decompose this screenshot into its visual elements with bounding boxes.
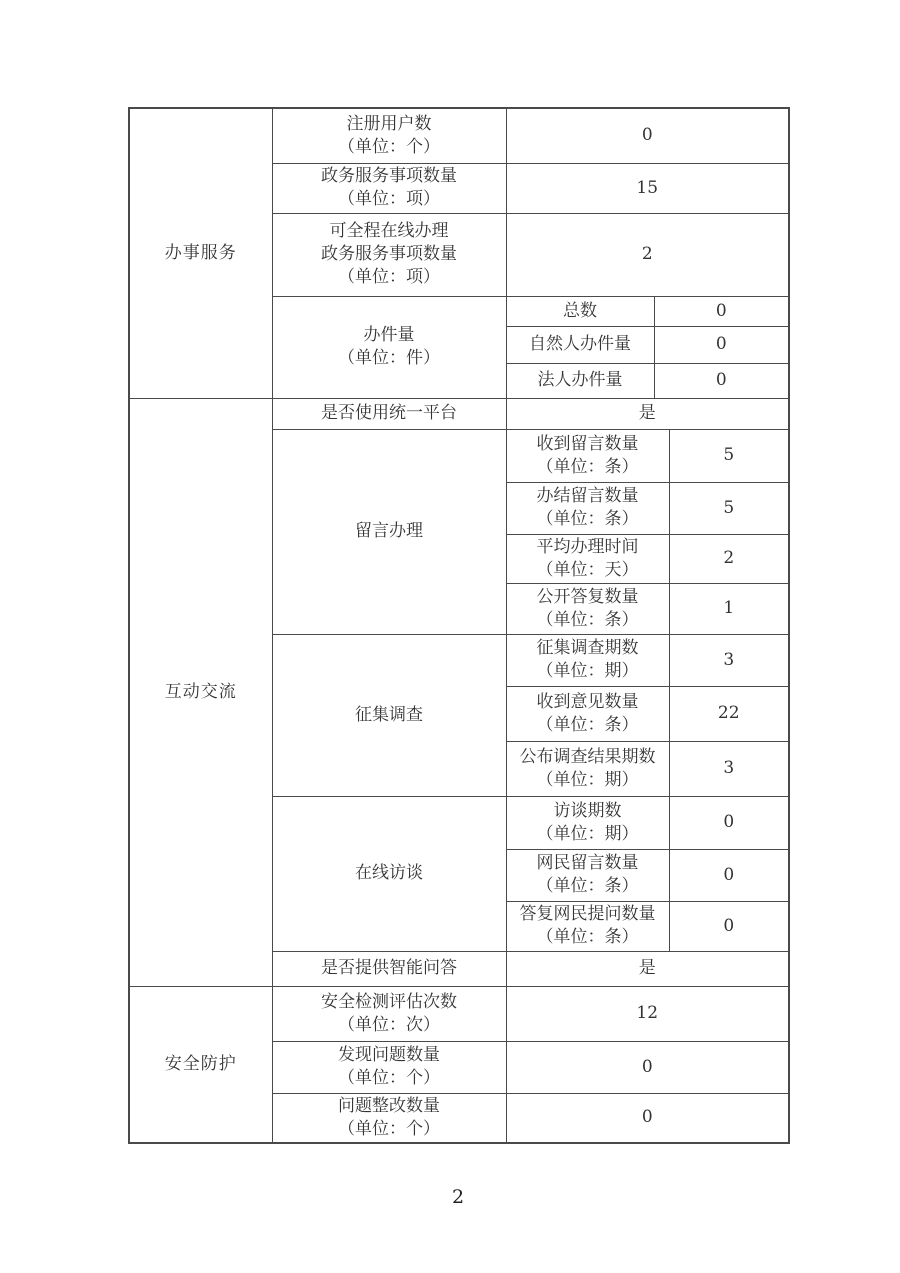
sub-metric-label-cell — [506, 583, 669, 634]
metric-label: 可全程在线办理 — [329, 221, 449, 241]
metric-value: 0 — [506, 1093, 789, 1143]
section-label-service: 办事服务 — [129, 108, 272, 398]
metric-label: 政务服务事项数量 — [321, 166, 457, 186]
group-label: 在线访谈 — [272, 796, 506, 951]
metric-unit: （单位：项） — [338, 189, 440, 209]
sub-metric-unit: （单位：期） — [536, 661, 639, 681]
metric-label: 注册用户数 — [346, 113, 432, 134]
metric-value: 0 — [506, 108, 789, 163]
sub-metric-label-cell — [506, 634, 669, 686]
sub-metric-value: 1 — [669, 583, 789, 634]
metric-label: 安全检测评估次数 — [321, 991, 457, 1012]
sub-metric-value: 2 — [669, 534, 789, 583]
sub-metric-label-cell — [506, 429, 669, 482]
page-number: 2 — [451, 1186, 465, 1208]
metric-value: 2 — [506, 213, 789, 296]
sub-metric-label-cell — [506, 482, 669, 534]
sub-metric-label-cell — [506, 686, 669, 741]
metric-label-cell — [272, 163, 506, 213]
metric-label: 问题整改数量 — [338, 1095, 440, 1116]
sub-metric-unit: （单位：条） — [536, 927, 639, 947]
sub-metric-label-cell — [506, 849, 669, 901]
group-label: 征集调查 — [272, 634, 506, 796]
sub-metric-label: 公布调查结果期数 — [519, 746, 656, 767]
sub-metric-value: 0 — [669, 796, 789, 849]
sub-metric-value: 0 — [654, 363, 789, 398]
metric-label: 是否提供智能问答 — [272, 951, 506, 986]
sub-metric-value: 0 — [654, 296, 789, 326]
section-label-security: 安全防护 — [129, 986, 272, 1143]
sub-metric-label: 公开答复数量 — [536, 586, 639, 607]
sub-metric-label-cell — [506, 796, 669, 849]
group-label: 留言办理 — [272, 429, 506, 634]
sub-metric-label: 征集调查期数 — [536, 638, 639, 658]
sub-metric-value: 3 — [669, 741, 789, 796]
sub-metric-unit: （单位：条） — [536, 456, 639, 477]
metric-label-cell — [272, 1093, 506, 1143]
metric-value: 15 — [506, 163, 789, 213]
sub-metric-label: 总数 — [506, 296, 654, 326]
sub-metric-label-cell — [506, 901, 669, 951]
sub-metric-label: 平均办理时间 — [536, 536, 639, 557]
sub-metric-label: 访谈期数 — [553, 800, 622, 821]
sub-metric-label: 自然人办件量 — [506, 326, 654, 363]
metric-value: 12 — [506, 986, 789, 1041]
metric-label-cell — [272, 986, 506, 1041]
metric-unit: （单位：项） — [338, 267, 440, 287]
sub-metric-label: 答复网民提问数量 — [519, 904, 656, 924]
sub-metric-value: 3 — [669, 634, 789, 686]
metric-value: 是 — [506, 398, 789, 429]
metric-label: 是否使用统一平台 — [272, 398, 506, 429]
metric-label: 政务服务事项数量 — [321, 244, 457, 264]
section-label-interaction: 互动交流 — [129, 398, 272, 986]
group-unit: （单位：件） — [338, 348, 440, 368]
metric-unit: （单位：个） — [338, 1068, 440, 1088]
group-label-cell — [272, 296, 506, 398]
sub-metric-unit: （单位：条） — [536, 714, 639, 735]
sub-metric-label: 收到留言数量 — [536, 433, 639, 454]
metric-label-cell — [272, 1041, 506, 1093]
sub-metric-unit: （单位：天） — [536, 559, 639, 580]
metric-unit: （单位：个） — [338, 136, 440, 157]
sub-metric-unit: （单位：期） — [536, 823, 639, 844]
sub-metric-label: 办结留言数量 — [536, 486, 639, 506]
table-row — [129, 986, 789, 1041]
metric-value: 0 — [506, 1041, 789, 1093]
sub-metric-unit: （单位：条） — [536, 509, 639, 529]
sub-metric-value: 22 — [669, 686, 789, 741]
sub-metric-label: 收到意见数量 — [536, 691, 639, 712]
report-table — [128, 107, 790, 1144]
sub-metric-label: 法人办件量 — [506, 363, 654, 398]
sub-metric-value: 0 — [669, 901, 789, 951]
table-row — [129, 398, 789, 429]
sub-metric-unit: （单位：期） — [536, 769, 639, 790]
sub-metric-label-cell — [506, 741, 669, 796]
sub-metric-value: 0 — [669, 849, 789, 901]
metric-label-cell — [272, 213, 506, 296]
metric-value: 是 — [506, 951, 789, 986]
metric-label: 发现问题数量 — [338, 1045, 440, 1065]
sub-metric-label-cell — [506, 534, 669, 583]
sub-metric-value: 5 — [669, 429, 789, 482]
sub-metric-unit: （单位：条） — [536, 609, 639, 630]
metric-label-cell — [272, 108, 506, 163]
metric-unit: （单位：个） — [338, 1118, 440, 1139]
sub-metric-value: 0 — [654, 326, 789, 363]
sub-metric-unit: （单位：条） — [536, 876, 639, 896]
sub-metric-value: 5 — [669, 482, 789, 534]
sub-metric-label: 网民留言数量 — [536, 853, 639, 873]
metric-unit: （单位：次） — [338, 1014, 440, 1035]
group-label: 办件量 — [363, 325, 415, 345]
table-row — [129, 108, 789, 163]
